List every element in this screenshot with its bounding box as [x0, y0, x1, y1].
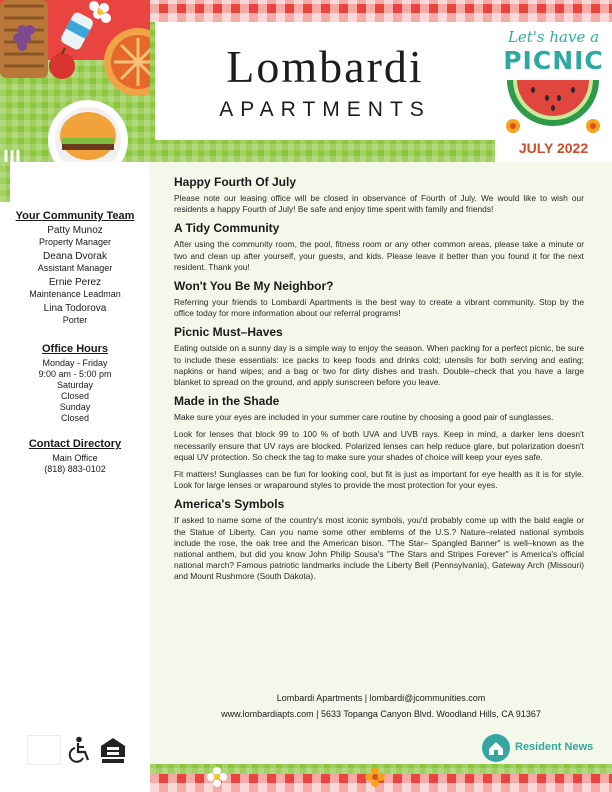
- article-body: Referring your friends to Lombardi Apartments is the best way to create a vibrant community. Stop by the office today for more information about our referral programs!: [174, 297, 584, 319]
- hours-line: 9:00 am - 5:00 pm: [38, 369, 112, 379]
- article: [174, 394, 584, 491]
- hours-line: Monday - Friday: [42, 358, 108, 368]
- team-member-name: Patty Munoz: [47, 225, 103, 236]
- article: [174, 279, 584, 319]
- contact-line: Main Office: [52, 453, 98, 463]
- plaid-blanket-top: [150, 0, 612, 22]
- sidebar: [0, 210, 150, 475]
- logo-title: Lombardi: [226, 41, 424, 92]
- team-member: [0, 303, 150, 326]
- article-body: Fit matters! Sunglasses can be fun for looking cool, but fit is just as important for eye health as it is for style. Look for large lenses or wraparound styles to provide the most protection for your eyes.: [174, 469, 584, 491]
- article: [174, 497, 584, 582]
- team-member-role: Assistant Manager: [37, 263, 113, 273]
- picnic-illustration: [0, 0, 150, 162]
- article: [174, 325, 584, 388]
- wheelchair-accessible-icon: [66, 736, 92, 764]
- hours-line: Saturday: [56, 380, 94, 390]
- footer-contact: Lombardi Apartments | lombardi@jcommunities.com: [276, 693, 486, 703]
- article-body: After using the community room, the pool, fitness room or any other common areas, please take a minute or two and clean up after yourself, your guests, and kids. Please leave it better than you found it for the next resident. Thank you!: [174, 239, 584, 272]
- masthead: [155, 22, 495, 140]
- team-member-name: Ernie Perez: [48, 277, 102, 288]
- team-member: [0, 251, 150, 274]
- hours-line: Closed: [60, 391, 89, 401]
- issue-date: JULY 2022: [518, 140, 589, 156]
- article-title: Happy Fourth Of July: [174, 175, 297, 189]
- team-member-name: Deana Dvorak: [43, 251, 107, 262]
- equal-housing-icon: [100, 737, 126, 764]
- hours-heading: Office Hours: [41, 343, 108, 355]
- contact-heading: Contact Directory: [28, 438, 122, 450]
- house-icon: [482, 734, 510, 762]
- team-member-role: Porter: [62, 315, 88, 325]
- article-body: Make sure your eyes are included in your summer care routine by choosing a good pair of sunglasses.: [174, 412, 554, 423]
- footer: [150, 690, 612, 722]
- article: [174, 221, 584, 273]
- team-member-name: Lina Todorova: [43, 303, 107, 314]
- team-member-role: Maintenance Leadman: [29, 289, 121, 299]
- article-body: If asked to name some of the country's most iconic symbols, you'd probably come up with the bald eagle or the Statue of Liberty. Can you name some other emblems of the U.S.? Nature–related national symbols include the rose, the oak tree and the American bison. "The Star– Spangled Banner" is well–known as the national anthem, but did you know John Philip Sousa's "The Stars and Stripes Forever" is America's official national march? Famous patriotic landmarks include the Liberty Bell (Pennsylvania), Gateway Arch (Missouri) and Mount Rushmore (South Dakota).: [174, 515, 584, 582]
- footer-address: www.lombardiapts.com | 5633 Topanga Canyon Blvd. Woodland Hills, CA 91367: [221, 709, 541, 719]
- hours-line: Closed: [60, 413, 89, 423]
- article-body: Eating outside on a sunny day is a simple way to enjoy the season. When packing for a perfect picnic, be sure to include these essentials: ice packs to keep foods and drinks cold; utensils for both serving and eating; napkins or hand wipes; and a bag or two for dirty dishes and trash. Double–check that you have a large blanket to spread on the ground, and apply sunscreen before you leave.: [174, 343, 584, 388]
- picnic-panel: [495, 22, 612, 162]
- header-band: [0, 0, 612, 162]
- team-member: [0, 277, 150, 300]
- team-heading: Your Community Team: [15, 210, 135, 222]
- placeholder-box: [27, 735, 61, 765]
- picnic-word: PICNIC: [503, 46, 604, 75]
- team-member: [0, 225, 150, 248]
- logo-subtitle: APARTMENTS: [219, 98, 431, 121]
- grass-strip: [0, 162, 10, 202]
- article-title: Picnic Must–Haves: [174, 325, 283, 340]
- article-title: A Tidy Community: [174, 221, 280, 236]
- article-body: Please note our leasing office will be closed in observance of Fourth of July. We would like to wish our residents a happy Fourth of July! Be safe and enjoy time spent with family and friends!: [174, 193, 584, 215]
- watermelon-icon: [503, 76, 603, 138]
- article: [174, 175, 584, 215]
- flower-icon: [364, 766, 386, 788]
- picnic-lets-text: Let's have a: [507, 28, 600, 46]
- article-title: Made in the Shade: [174, 394, 280, 409]
- team-member-role: Property Manager: [38, 237, 112, 247]
- contact-phone: (818) 883-0102: [44, 464, 106, 474]
- resident-news-text: Resident News: [515, 741, 594, 753]
- hours-line: Sunday: [59, 402, 91, 412]
- article-body: Look for lenses that block 99 to 100 % of both UVA and UVB rays. Keep in mind, a darker lens doesn't necessarily ensure that UV rays are blocked. Polarized lenses can help reduce glare, but polarization doesn't equal UV protection. So check the tag to make sure your shades of choice will keep your eyes safe.: [174, 429, 584, 462]
- articles: [174, 175, 584, 589]
- article-title: Won't You Be My Neighbor?: [174, 279, 334, 294]
- flower-icon: [206, 766, 228, 788]
- article-title: America's Symbols: [174, 497, 285, 512]
- resident-news-logo: [482, 732, 604, 764]
